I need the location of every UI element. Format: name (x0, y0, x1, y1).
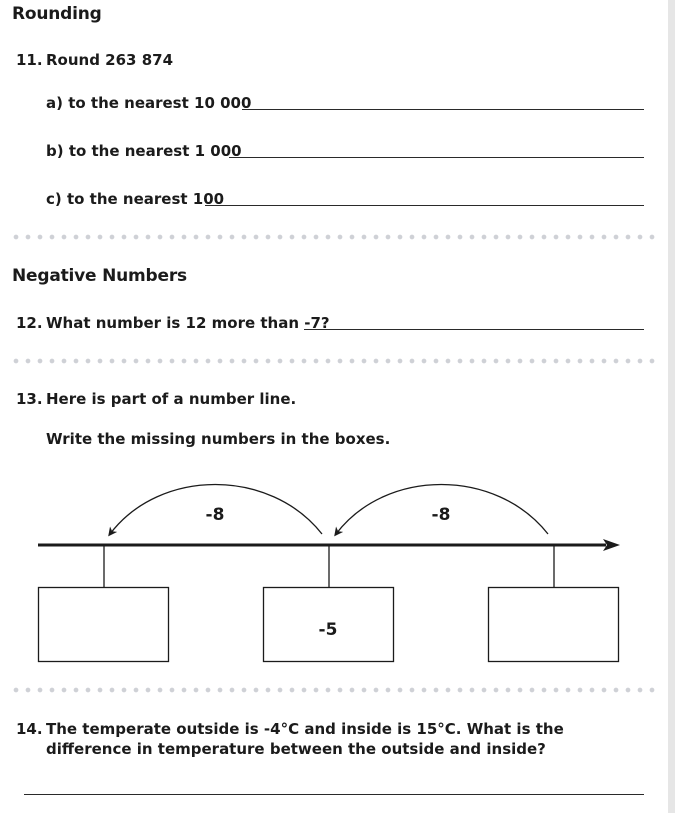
number-line-diagram (0, 470, 675, 670)
jump-label-left: -8 (205, 505, 225, 525)
section-heading-negative-numbers: Negative Numbers (12, 266, 187, 286)
question-11-number: 11. (16, 51, 43, 69)
jump-label-right: -8 (431, 505, 451, 525)
question-11-text: Round 263 874 (46, 51, 174, 69)
question-11b-text: b) to the nearest 1 000 (46, 142, 242, 160)
question-14-text: The temperate outside is -4°C and inside is 15°C. What is the difference in temperature between the outside and inside? (46, 720, 564, 758)
answer-line-14[interactable] (24, 794, 644, 795)
box-value-middle: -5 (318, 620, 338, 640)
dotted-divider (10, 687, 660, 693)
answer-line-11c[interactable] (205, 205, 644, 206)
answer-line-12[interactable] (304, 329, 644, 330)
answer-box-right[interactable] (489, 588, 619, 662)
question-13-text: Here is part of a number line. (46, 390, 297, 408)
answer-box-left[interactable] (39, 588, 169, 662)
answer-line-11b[interactable] (229, 157, 644, 158)
dotted-divider (10, 358, 660, 364)
question-12-text: What number is 12 more than -7? (46, 314, 330, 332)
question-13-instruction: Write the missing numbers in the boxes. (46, 430, 391, 448)
question-14-number: 14. (16, 720, 43, 738)
page-edge (668, 0, 675, 813)
dotted-divider (10, 234, 660, 240)
section-heading-rounding: Rounding (12, 4, 102, 24)
question-11c-text: c) to the nearest 100 (46, 190, 225, 208)
question-13-number: 13. (16, 390, 43, 408)
question-11a-text: a) to the nearest 10 000 (46, 94, 252, 112)
question-12-number: 12. (16, 314, 43, 332)
answer-line-11a[interactable] (242, 109, 644, 110)
